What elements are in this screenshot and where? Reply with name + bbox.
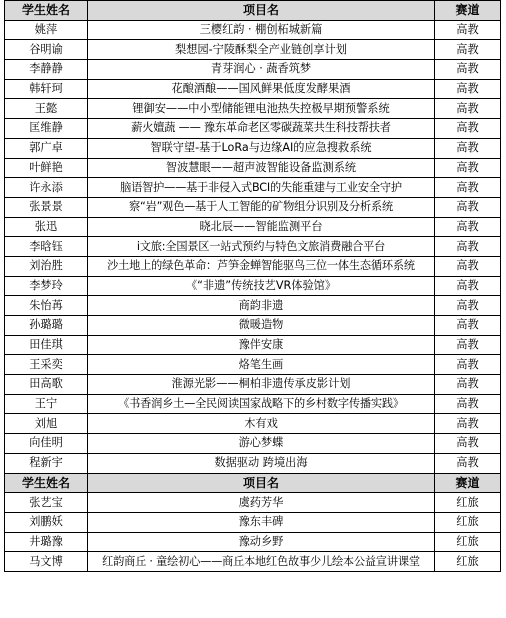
table-row [5,237,501,257]
cell-project-name[interactable]: 花酿酒酿——国风鲜果低度发酵果酒 [88,79,435,99]
table-row [5,434,501,454]
cell-project-name[interactable]: 锂御安——中小型储能锂电池热失控极早期预警系统 [88,99,435,119]
cell-student-name[interactable]: 田高歌 [5,375,88,395]
cell-project-name[interactable]: 晓北辰——智能监测平台 [88,217,435,237]
cell-student-name[interactable]: 张艺宝 [5,493,88,513]
header-student-name[interactable]: 学生姓名 [5,473,88,493]
table-row [5,335,501,355]
table-row [5,375,501,395]
cell-project-name[interactable]: 青芽润心 · 蔬香筑梦 [88,60,435,80]
table-row [5,217,501,237]
table-row [5,60,501,80]
cell-student-name[interactable]: 马文博 [5,552,88,572]
cell-student-name[interactable]: 韩轩珂 [5,79,88,99]
cell-track[interactable]: 高教 [435,217,501,237]
table-row [5,119,501,139]
cell-track[interactable]: 高教 [435,197,501,217]
cell-track[interactable]: 高教 [435,20,501,40]
table-row [5,394,501,414]
table-row [5,20,501,40]
cell-project-name[interactable]: 淮源光影——桐柏非遗传承皮影计划 [88,375,435,395]
cell-track[interactable]: 高教 [435,316,501,336]
table-row [5,99,501,119]
cell-project-name[interactable]: 三樱红韵 · 棚创柘城新篇 [88,20,435,40]
cell-project-name[interactable]: 烙笔生画 [88,355,435,375]
table-row [5,276,501,296]
table-row [5,316,501,336]
cell-track[interactable]: 高教 [435,60,501,80]
cell-track[interactable]: 高教 [435,335,501,355]
cell-student-name[interactable]: 叶鲜艳 [5,158,88,178]
table-row [5,355,501,375]
table-row [5,138,501,158]
cell-track[interactable]: 高教 [435,434,501,454]
table-row [5,197,501,217]
cell-track[interactable]: 高教 [435,355,501,375]
header-project-name[interactable]: 项目名 [88,473,435,493]
cell-project-name[interactable]: 智波慧眼——超声波智能设备监测系统 [88,158,435,178]
cell-track[interactable]: 高教 [435,375,501,395]
header-track[interactable]: 赛道 [435,473,501,493]
table-row [5,178,501,198]
cell-student-name[interactable]: 朱怡苒 [5,296,88,316]
cell-track[interactable]: 高教 [435,99,501,119]
table-row [5,40,501,60]
cell-track[interactable]: 高教 [435,119,501,139]
cell-student-name[interactable]: 许永添 [5,178,88,198]
header-row [5,473,501,493]
cell-student-name[interactable]: 刘旭 [5,414,88,434]
table-row [5,512,501,532]
cell-track[interactable]: 红旅 [435,532,501,552]
cell-student-name[interactable]: 井璐豫 [5,532,88,552]
cell-project-name[interactable]: 脑语智护——基于非侵入式BCI的失能重建与工业安全守护 [88,178,435,198]
cell-project-name[interactable]: 微暖造物 [88,316,435,336]
cell-student-name[interactable]: 田佳琪 [5,335,88,355]
cell-student-name[interactable]: 李梦玲 [5,276,88,296]
cell-track[interactable]: 高教 [435,453,501,473]
cell-project-name[interactable]: 木有戏 [88,414,435,434]
cell-track[interactable]: 高教 [435,138,501,158]
cell-track[interactable]: 红旅 [435,493,501,513]
table-row [5,453,501,473]
cell-student-name[interactable]: 姚萍 [5,20,88,40]
cell-student-name[interactable]: 郭广卓 [5,138,88,158]
cell-track[interactable]: 高教 [435,296,501,316]
table-row [5,158,501,178]
cell-track[interactable]: 高教 [435,414,501,434]
table-row [5,552,501,572]
cell-project-name[interactable]: 豫东丰碑 [88,512,435,532]
cell-track[interactable]: 高教 [435,178,501,198]
cell-track[interactable]: 红旅 [435,552,501,572]
cell-track[interactable]: 高教 [435,79,501,99]
cell-project-name[interactable]: 薪火嬗蔬 —— 豫东革命老区零碳蔬菜共生科技帮扶者 [88,119,435,139]
header-row [5,1,501,21]
header-track[interactable]: 赛道 [435,1,501,21]
table-row [5,493,501,513]
cell-project-name[interactable]: 豫动乡野 [88,532,435,552]
cell-project-name[interactable]: 沙土地上的绿色革命：芦笋金蝉智能驱鸟三位一体生态循环系统 [88,256,435,276]
cell-student-name[interactable]: 张迅 [5,217,88,237]
cell-project-name[interactable]: 红韵商丘 · 童绘初心——商丘本地红色故事少儿绘本公益宣讲课堂 [88,552,435,572]
table-row [5,414,501,434]
cell-track[interactable]: 高教 [435,256,501,276]
cell-student-name[interactable]: 王采奕 [5,355,88,375]
cell-student-name[interactable]: 刘治胜 [5,256,88,276]
cell-student-name[interactable]: 张景景 [5,197,88,217]
cell-student-name[interactable]: 向佳明 [5,434,88,454]
header-project-name[interactable]: 项目名 [88,1,435,21]
cell-track[interactable]: 高教 [435,158,501,178]
table-row [5,79,501,99]
cell-project-name[interactable]: 虞药芳华 [88,493,435,513]
cell-project-name[interactable]: 智联守望-基于LoRa与边缘AI的应急搜救系统 [88,138,435,158]
cell-project-name[interactable]: 《书香润乡土—全民阅读国家战略下的乡村数字传播实践》 [88,394,435,414]
cell-student-name[interactable]: 李晗钰 [5,237,88,257]
cell-project-name[interactable]: i文旅:全国景区一站式预约与特色文旅消费融合平台 [88,237,435,257]
cell-project-name[interactable]: 《“非遗”传统技艺VR体验馆》 [88,276,435,296]
cell-student-name[interactable]: 李静静 [5,60,88,80]
cell-track[interactable]: 高教 [435,276,501,296]
cell-project-name[interactable]: 豫伴安康 [88,335,435,355]
cell-track[interactable]: 高教 [435,394,501,414]
cell-student-name[interactable]: 王懿 [5,99,88,119]
cell-project-name[interactable]: 商韵非遗 [88,296,435,316]
cell-project-name[interactable]: 察“岩”观色—基于人工智能的矿物组分识别及分析系统 [88,197,435,217]
cell-project-name[interactable]: 游心梦蝶 [88,434,435,454]
cell-project-name[interactable]: 数据驱动 跨境出海 [88,453,435,473]
cell-student-name[interactable]: 孙璐璐 [5,316,88,336]
cell-track[interactable]: 高教 [435,237,501,257]
cell-student-name[interactable]: 程新宇 [5,453,88,473]
table-row [5,256,501,276]
header-student-name[interactable]: 学生姓名 [5,1,88,21]
table-row [5,532,501,552]
cell-project-name[interactable]: 梨想园-宁陵酥梨全产业链创享计划 [88,40,435,60]
cell-student-name[interactable]: 匡维静 [5,119,88,139]
cell-track[interactable]: 高教 [435,40,501,60]
table-row [5,296,501,316]
cell-student-name[interactable]: 刘鹏妖 [5,512,88,532]
cell-student-name[interactable]: 王宁 [5,394,88,414]
cell-student-name[interactable]: 谷明谕 [5,40,88,60]
student-project-table [4,0,501,572]
cell-track[interactable]: 红旅 [435,512,501,532]
